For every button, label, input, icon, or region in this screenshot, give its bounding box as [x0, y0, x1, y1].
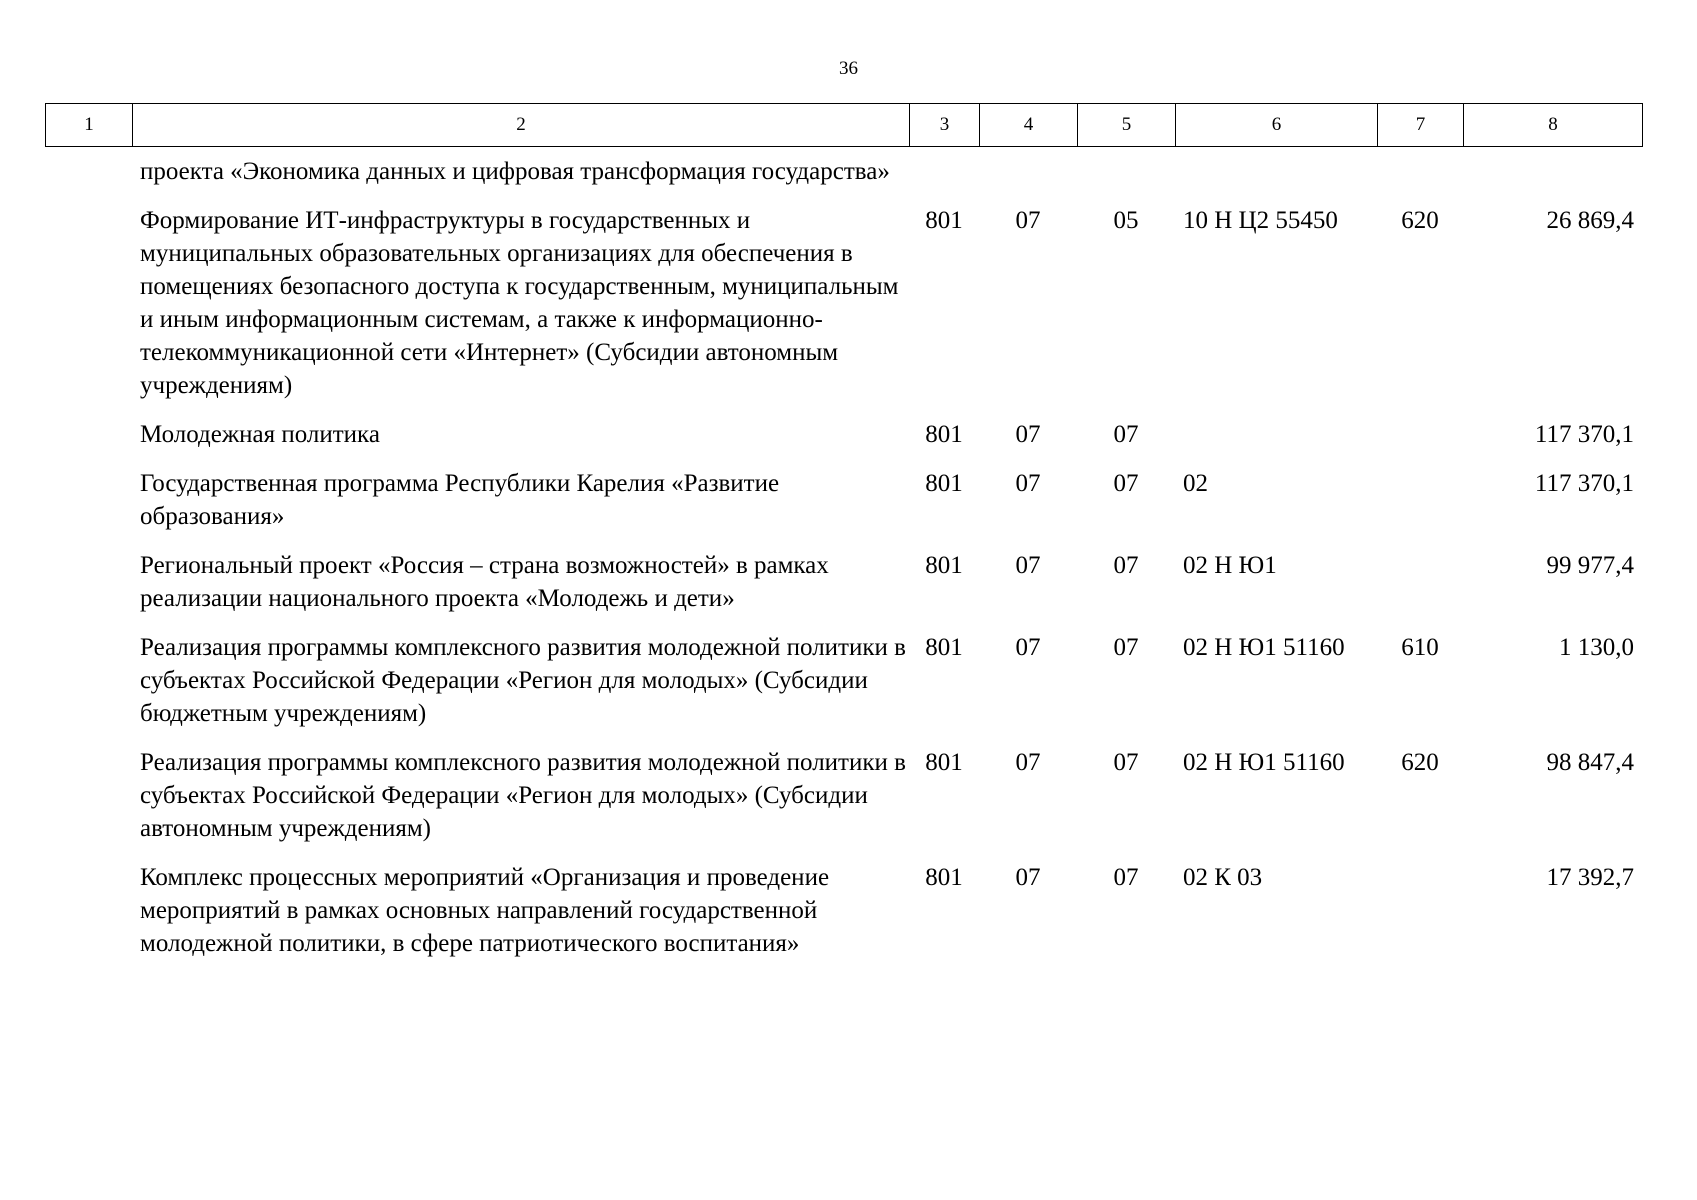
cell-ministry: 801	[925, 552, 963, 579]
table-row	[45, 204, 1642, 402]
column-header-row	[46, 104, 1643, 147]
cell-amount: 117 370,1	[1534, 470, 1634, 497]
cell-col1	[45, 467, 132, 533]
cell-amount: 117 370,1	[1534, 421, 1634, 448]
page-number: 36	[839, 58, 858, 79]
column-header-5: 5	[1078, 104, 1176, 147]
cell-ministry: 801	[925, 421, 963, 448]
column-header-table	[45, 103, 1643, 147]
column-header-7: 7	[1378, 104, 1464, 147]
cell-name: Комплекс процессных мероприятий «Организация и проведение мероприятий в рамках основных направлений государственной молодежной политики, в сфере патриотического воспитания»	[140, 864, 830, 957]
cell-subsection: 07	[1113, 864, 1139, 891]
cell-expense-type	[1377, 418, 1463, 451]
cell-target-article: 02 К 03	[1183, 864, 1263, 891]
cell-col1	[45, 631, 132, 730]
cell-col1	[45, 549, 132, 615]
cell-name: Формирование ИТ-инфраструктуры в государственных и муниципальных образовательных организациях для обеспечения в помещениях безопасного доступа к государственным, муниципальным и иным информационным системам, а также к информационно-телекоммуникационной сети «Интернет» (Субсидии автономным учреждениям)	[140, 207, 899, 399]
cell-amount: 17 392,7	[1546, 864, 1634, 891]
cell-expense-type	[1377, 861, 1463, 960]
table-row	[45, 418, 1642, 451]
cell-amount: 26 869,4	[1546, 207, 1634, 234]
cell-col1	[45, 418, 132, 451]
table-body	[45, 155, 1642, 976]
cell-subsection: 05	[1113, 207, 1139, 234]
cell-section	[979, 155, 1077, 188]
cell-subsection: 07	[1113, 421, 1139, 448]
cell-expense-type: 610	[1401, 634, 1439, 661]
cell-expense-type: 620	[1401, 749, 1439, 776]
cell-amount	[1463, 155, 1642, 188]
cell-subsection	[1077, 155, 1175, 188]
table-row	[45, 549, 1642, 615]
cell-expense-type: 620	[1401, 207, 1439, 234]
cell-section: 07	[1015, 634, 1041, 661]
cell-ministry: 801	[925, 749, 963, 776]
cell-section: 07	[1015, 470, 1041, 497]
cell-target-article: 02	[1183, 470, 1208, 497]
cell-subsection: 07	[1113, 470, 1139, 497]
table-row	[45, 631, 1642, 730]
cell-ministry	[909, 155, 979, 188]
cell-ministry: 801	[925, 470, 963, 497]
cell-section: 07	[1015, 749, 1041, 776]
cell-target-article: 10 Н Ц2 55450	[1183, 207, 1338, 234]
column-header-6: 6	[1176, 104, 1378, 147]
cell-target-article: 02 Н Ю1	[1183, 552, 1277, 579]
column-header-3: 3	[910, 104, 980, 147]
cell-expense-type	[1377, 467, 1463, 533]
cell-section: 07	[1015, 207, 1041, 234]
column-header-1: 1	[46, 104, 133, 147]
cell-subsection: 07	[1113, 634, 1139, 661]
cell-expense-type	[1377, 549, 1463, 615]
cell-amount: 1 130,0	[1559, 634, 1634, 661]
table-row	[45, 155, 1642, 188]
column-header-8: 8	[1464, 104, 1643, 147]
cell-ministry: 801	[925, 207, 963, 234]
cell-amount: 99 977,4	[1546, 552, 1634, 579]
cell-name: проекта «Экономика данных и цифровая трансформация государства»	[140, 158, 890, 185]
cell-name: Региональный проект «Россия – страна возможностей» в рамках реализации национального проекта «Молодежь и дети»	[140, 552, 829, 612]
column-header-4: 4	[980, 104, 1078, 147]
cell-col1	[45, 204, 132, 402]
cell-subsection: 07	[1113, 749, 1139, 776]
cell-name: Государственная программа Республики Карелия «Развитие образования»	[140, 470, 780, 530]
cell-section: 07	[1015, 864, 1041, 891]
cell-expense-type	[1377, 155, 1463, 188]
cell-col1	[45, 746, 132, 845]
cell-section: 07	[1015, 552, 1041, 579]
cell-ministry: 801	[925, 864, 963, 891]
table-row	[45, 746, 1642, 845]
cell-subsection: 07	[1113, 552, 1139, 579]
table-row	[45, 861, 1642, 960]
cell-target-article	[1175, 418, 1377, 451]
column-header-2: 2	[133, 104, 910, 147]
table-row	[45, 467, 1642, 533]
cell-col1	[45, 155, 132, 188]
cell-name: Реализация программы комплексного развития молодежной политики в субъектах Российской Федерации «Регион для молодых» (Субсидии бюджетным учреждениям)	[140, 634, 906, 727]
cell-col1	[45, 861, 132, 960]
cell-target-article	[1175, 155, 1377, 188]
cell-name: Реализация программы комплексного развития молодежной политики в субъектах Российской Федерации «Регион для молодых» (Субсидии автономным учреждениям)	[140, 749, 906, 842]
cell-section: 07	[1015, 421, 1041, 448]
cell-target-article: 02 Н Ю1 51160	[1183, 634, 1345, 661]
cell-amount: 98 847,4	[1546, 749, 1634, 776]
cell-ministry: 801	[925, 634, 963, 661]
cell-name: Молодежная политика	[140, 421, 380, 448]
cell-target-article: 02 Н Ю1 51160	[1183, 749, 1345, 776]
